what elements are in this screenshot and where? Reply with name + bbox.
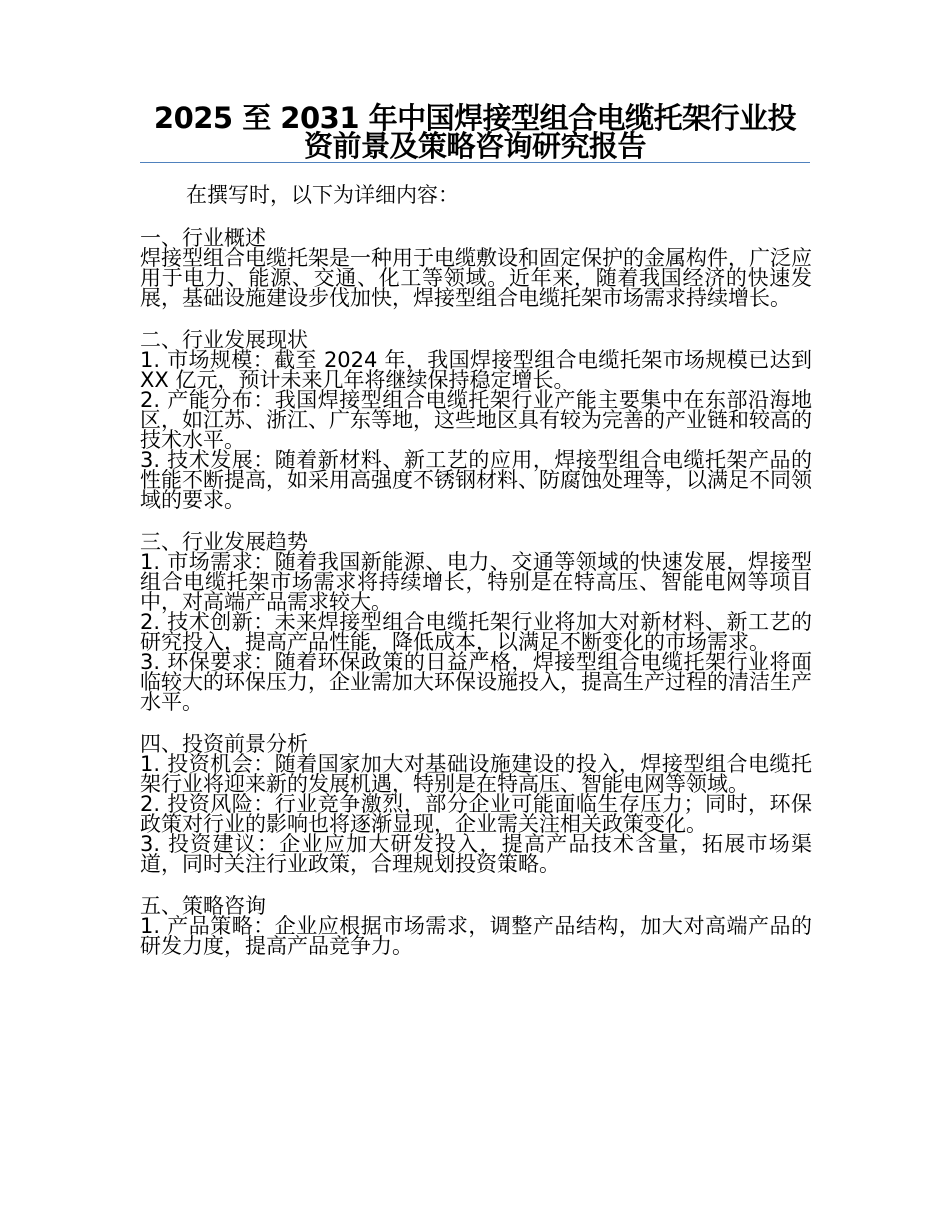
- paragraph: 3. 环保要求：随着环保政策的日益严格，焊接型组合电缆托架行业将面临较大的环保压力，企业需加大环保设施投入，提高生产过程的清洁生产水平。: [140, 650, 812, 714]
- section-heading: 一、行业概述: [140, 226, 266, 250]
- section-heading: 四、投资前景分析: [140, 732, 308, 756]
- document-title: 2025 至 2031 年中国焊接型组合电缆托架行业投资前景及策略咨询研究报告: [153, 101, 797, 163]
- paragraph: 3. 技术发展：随着新材料、新工艺的应用，焊接型组合电缆托架产品的性能不断提高，如采用高强度不锈钢材料、防腐蚀处理等，以满足不同领域的要求。: [140, 448, 812, 512]
- paragraph: 2. 投资风险：行业竞争激烈，部分企业可能面临生存压力；同时，环保政策对行业的影响也将逐渐显现，企业需关注相关政策变化。: [140, 792, 812, 836]
- section-overview: [140, 228, 812, 308]
- section-current-status: [140, 330, 812, 510]
- document-body: [140, 228, 812, 978]
- paragraph: 1. 投资机会：随着国家加大对基础设施建设的投入，焊接型组合电缆托架行业将迎来新的发展机遇，特别是在特高压、智能电网等领域。: [140, 752, 812, 796]
- section-investment-outlook: [140, 734, 812, 874]
- intro-text: 在撰写时，以下为详细内容：: [186, 183, 459, 207]
- paragraph: 1. 市场需求：随着我国新能源、电力、交通等领域的快速发展，焊接型组合电缆托架市场需求将持续增长，特别是在特高压、智能电网等项目中，对高端产品需求较大。: [140, 550, 812, 614]
- section-heading: 二、行业发展现状: [140, 328, 308, 352]
- section-heading: 三、行业发展趋势: [140, 530, 308, 554]
- section-trends: [140, 532, 812, 712]
- paragraph: 3. 投资建议：企业应加大研发投入，提高产品技术含量，拓展市场渠道，同时关注行业政策，合理规划投资策略。: [140, 832, 812, 876]
- paragraph: 2. 技术创新：未来焊接型组合电缆托架行业将加大对新材料、新工艺的研究投入，提高产品性能，降低成本，以满足不断变化的市场需求。: [140, 610, 812, 654]
- paragraph: 1. 产品策略：企业应根据市场需求，调整产品结构，加大对高端产品的研发力度，提高产品竞争力。: [140, 914, 812, 958]
- paragraph: 1. 市场规模：截至 2024 年，我国焊接型组合电缆托架市场规模已达到 XX 亿元，预计未来几年将继续保持稳定增长。: [140, 348, 812, 392]
- paragraph: 焊接型组合电缆托架是一种用于电缆敷设和固定保护的金属构件，广泛应用于电力、能源、交通、化工等领域。近年来，随着我国经济的快速发展，基础设施建设步伐加快，焊接型组合电缆托架市场需求持续增长。: [140, 246, 812, 310]
- paragraph: 2. 产能分布：我国焊接型组合电缆托架行业产能主要集中在东部沿海地区，如江苏、浙江、广东等地，这些地区具有较为完善的产业链和较高的技术水平。: [140, 388, 812, 452]
- title-underline: [140, 162, 810, 163]
- section-heading: 五、策略咨询: [140, 894, 266, 918]
- section-strategy: [140, 896, 812, 956]
